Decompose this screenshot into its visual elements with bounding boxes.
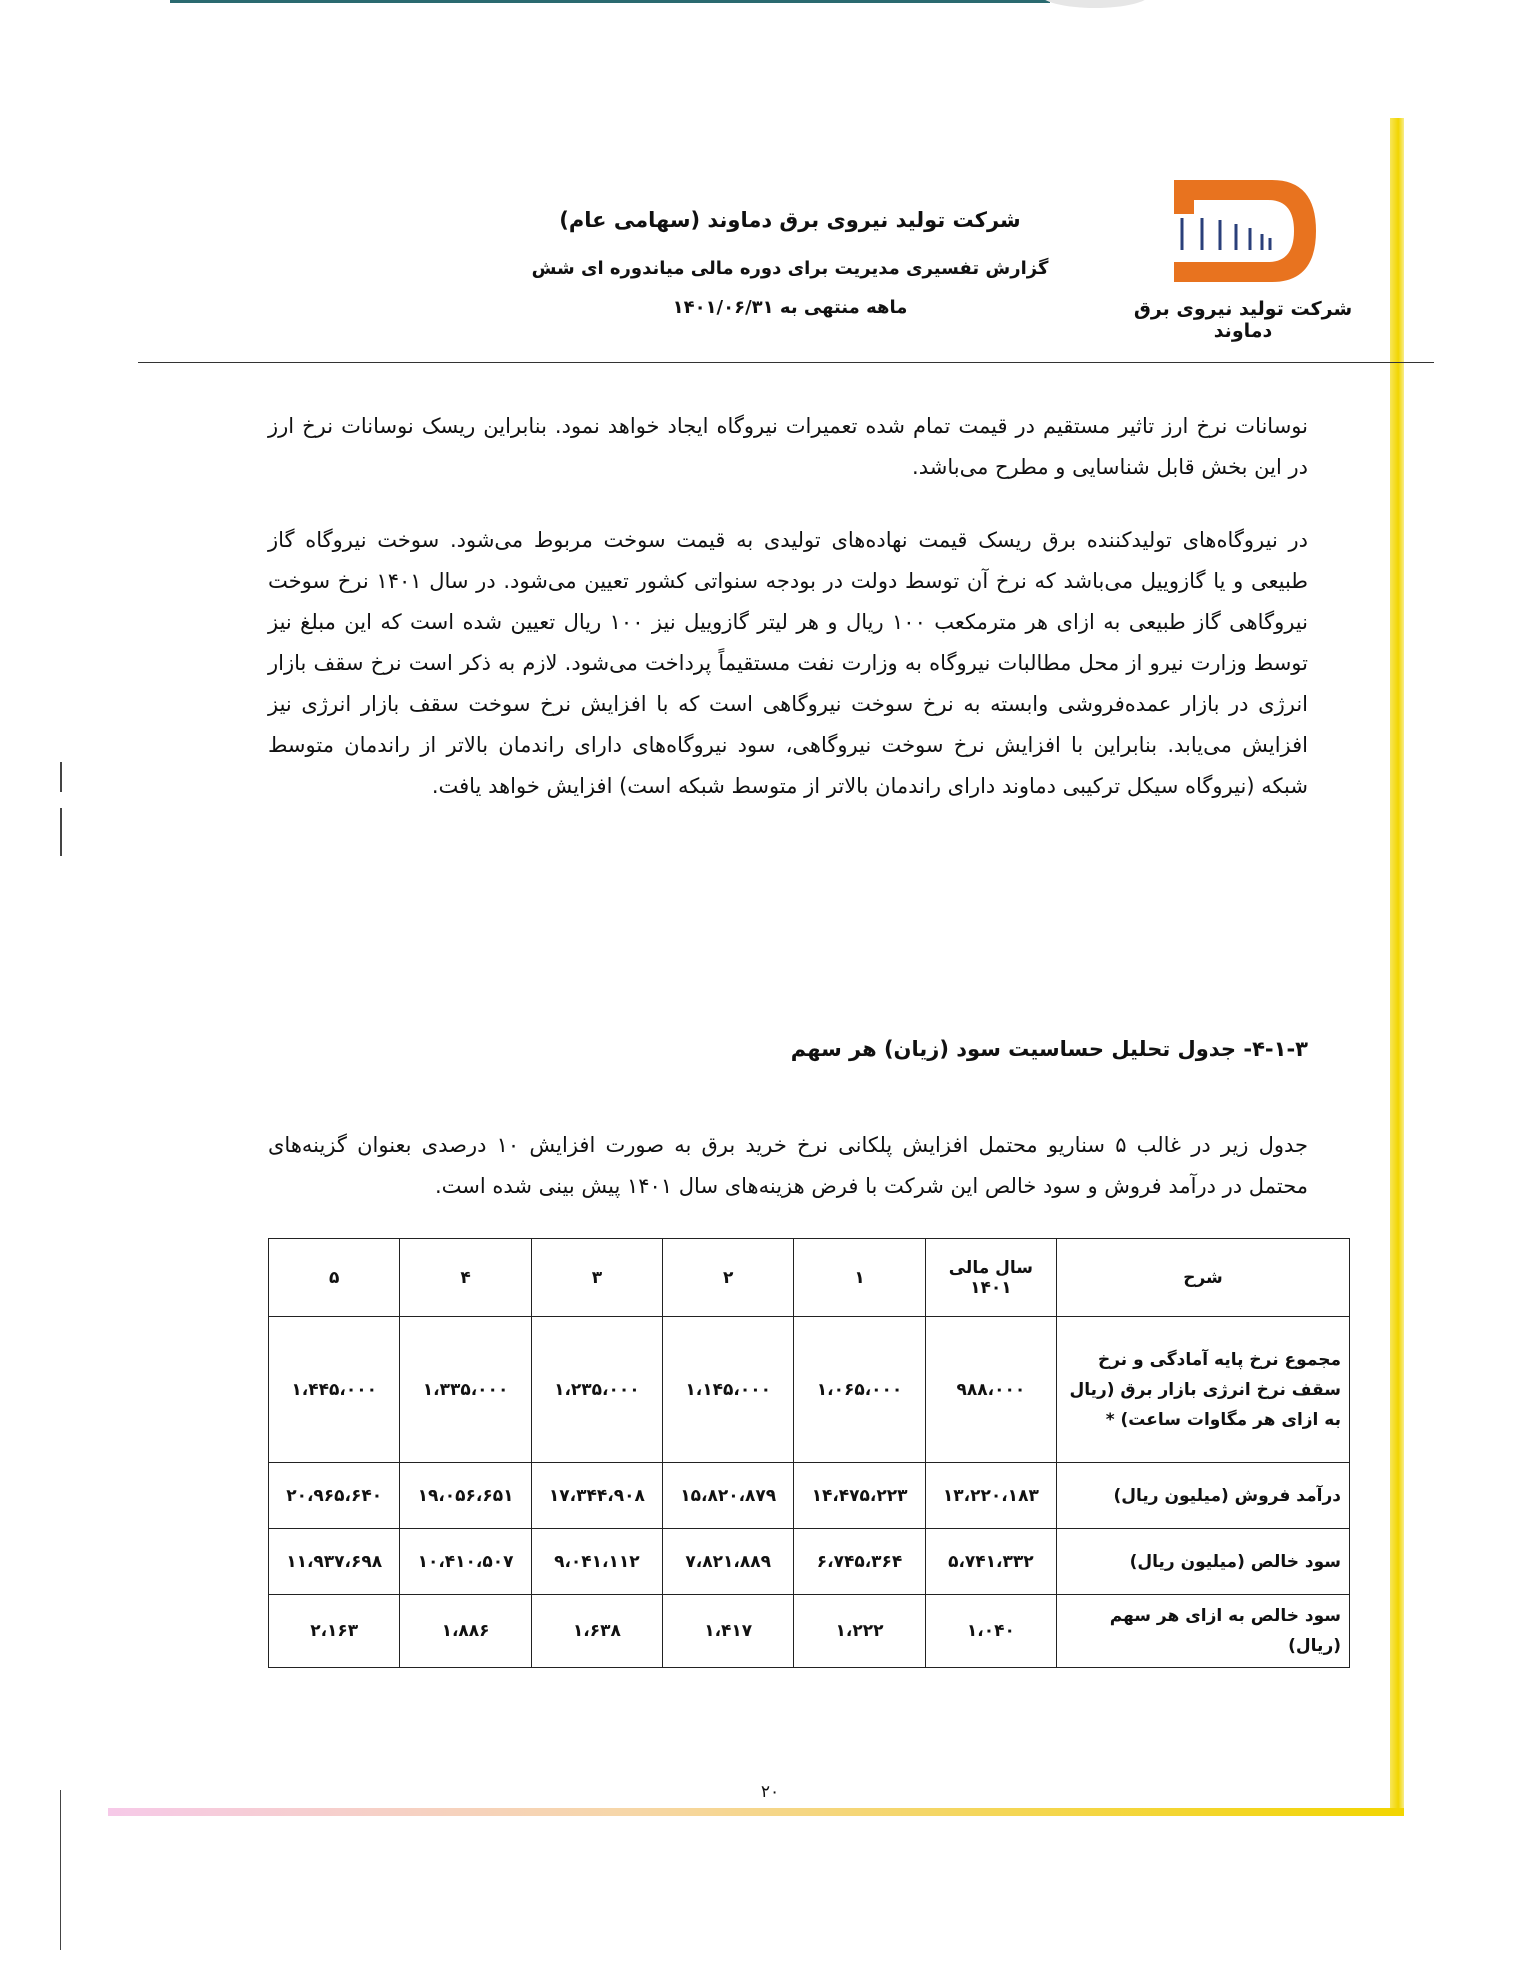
table-cell: ۱۵،۸۲۰،۸۷۹ [663,1463,794,1529]
report-period: ماهه منتهی به ۱۴۰۱/۰۶/۳۱ [672,297,908,318]
table-cell: ۱،۰۴۰ [925,1595,1056,1668]
row-label: سود خالص (میلیون ریال) [1057,1529,1350,1595]
table-header-cell: ۱ [794,1239,925,1317]
page-number: ۲۰ [760,1782,780,1802]
table-row [269,1595,1350,1668]
sensitivity-table [268,1238,1350,1668]
table-cell: ۱۰،۴۱۰،۵۰۷ [400,1529,531,1595]
header-titles [520,208,1060,318]
table-cell: ۲،۱۶۳ [269,1595,400,1668]
section-heading: ۴-۱-۳- جدول تحلیل حساسیت سود (زیان) هر سهم [790,1037,1308,1061]
scan-top-line [170,0,1050,3]
table-cell: ۱،۴۱۷ [663,1595,794,1668]
table-cell: ۱،۲۳۵،۰۰۰ [531,1317,662,1463]
table-header-cell: ۲ [663,1239,794,1317]
logo-caption: شرکت تولید نیروی برق دماوند [1133,298,1353,342]
scan-edge-mark [60,762,62,792]
table-header-cell: شرح [1057,1239,1350,1317]
table-cell: ۱۷،۳۴۴،۹۰۸ [531,1463,662,1529]
scan-edge-mark [60,808,62,856]
table-cell: ۶،۷۴۵،۳۶۴ [794,1529,925,1595]
table-cell: ۱۱،۹۳۷،۶۹۸ [269,1529,400,1595]
table-cell: ۱۴،۴۷۵،۲۲۳ [794,1463,925,1529]
table-cell: ۱،۴۴۵،۰۰۰ [269,1317,400,1463]
paragraph-table-intro: جدول زیر در غالب ۵ سناریو محتمل افزایش پلکانی نرخ خرید برق به صورت افزایش ۱۰ درصدی بعنوان گزینه‌های محتمل در درآمد فروش و سود خالص این شرکت با فرض هزینه‌های سال ۱۴۰۱ پیش بینی شده است. [268,1133,1308,1198]
scan-edge-mark [60,1790,61,1950]
table-row [269,1317,1350,1463]
table-cell: ۱،۸۸۶ [400,1595,531,1668]
table-cell: ۷،۸۲۱،۸۸۹ [663,1529,794,1595]
row-label: مجموع نرخ پایه آمادگی و نرخ سقف نرخ انرژی بازار برق (ریال به ازای هر مگاوات ساعت) * [1057,1317,1350,1463]
paragraph-fuel-price-risk: در نیروگاه‌های تولیدکننده برق ریسک قیمت نهاده‌های تولیدی به قیمت سوخت مربوط می‌شود. سوخت نیروگاه گاز طبیعی و یا گازوییل می‌باشد که نرخ آن توسط دولت در بودجه سنواتی کشور تعیین می‌شود. در سال ۱۴۰۱ نرخ سوخت نیروگاهی گاز طبیعی به ازای هر مترمکعب ۱۰۰ ریال و هر لیتر گازوییل نیز ۱۰۰ ریال تعیین شده است که این مبلغ نیز توسط وزارت نیرو از محل مطالبات نیروگاه به وزارت نفت مستقیماً پرداخت می‌شود. لازم به ذکر است نرخ سقف بازار انرژی در بازار عمده‌فروشی وابسته به نرخ سوخت نیروگاهی است که با افزایش نرخ سوخت سقف بازار انرژی نیز افزایش می‌یابد. بنابراین با افزایش نرخ سوخت نیروگاهی، سود نیروگاه‌های دارای راندمان بالاتر از راندمان متوسط شبکه (نیروگاه سیکل ترکیبی دماوند دارای راندمان بالاتر از متوسط شبکه است) افزایش خواهد یافت. [268,528,1308,798]
table-cell: ۱،۳۳۵،۰۰۰ [400,1317,531,1463]
table-cell: ۹،۰۴۱،۱۱۲ [531,1529,662,1595]
table-cell: ۱۹،۰۵۶،۶۵۱ [400,1463,531,1529]
table-cell: ۱،۲۲۲ [794,1595,925,1668]
table-row [269,1529,1350,1595]
header-divider [138,362,1434,363]
row-label: درآمد فروش (میلیون ریال) [1057,1463,1350,1529]
report-title: گزارش تفسیری مدیریت برای دوره مالی میاندوره ای شش [531,258,1049,279]
table-cell: ۲۰،۹۶۵،۶۴۰ [269,1463,400,1529]
table-cell: ۱،۶۳۸ [531,1595,662,1668]
table-cell: ۱۳،۲۲۰،۱۸۳ [925,1463,1056,1529]
table-header-row [269,1239,1350,1317]
table-header-cell: ۵ [269,1239,400,1317]
table-cell: ۵،۷۴۱،۳۳۲ [925,1529,1056,1595]
company-logo-icon [1172,178,1318,284]
table-cell: ۱،۱۴۵،۰۰۰ [663,1317,794,1463]
page-bottom-border [108,1808,1404,1816]
paragraph-currency-risk: نوسانات نرخ ارز تاثیر مستقیم در قیمت تمام شده تعمیرات نیروگاه ایجاد خواهد نمود. بنابراین ریسک نوسانات نرخ ارز در این بخش قابل شناسایی و مطرح می‌باشد. [268,414,1308,479]
table-row [269,1463,1350,1529]
table-header-cell: سال مالی ۱۴۰۱ [925,1239,1056,1317]
scan-smudge [1040,0,1150,8]
page-right-border [1390,118,1404,1808]
table-header-cell: ۳ [531,1239,662,1317]
company-title: شرکت تولید نیروی برق دماوند (سهامی عام) [559,208,1021,232]
table-header-cell: ۴ [400,1239,531,1317]
table-cell: ۹۸۸،۰۰۰ [925,1317,1056,1463]
table-cell: ۱،۰۶۵،۰۰۰ [794,1317,925,1463]
row-label: سود خالص به ازای هر سهم (ریال) [1057,1595,1350,1668]
